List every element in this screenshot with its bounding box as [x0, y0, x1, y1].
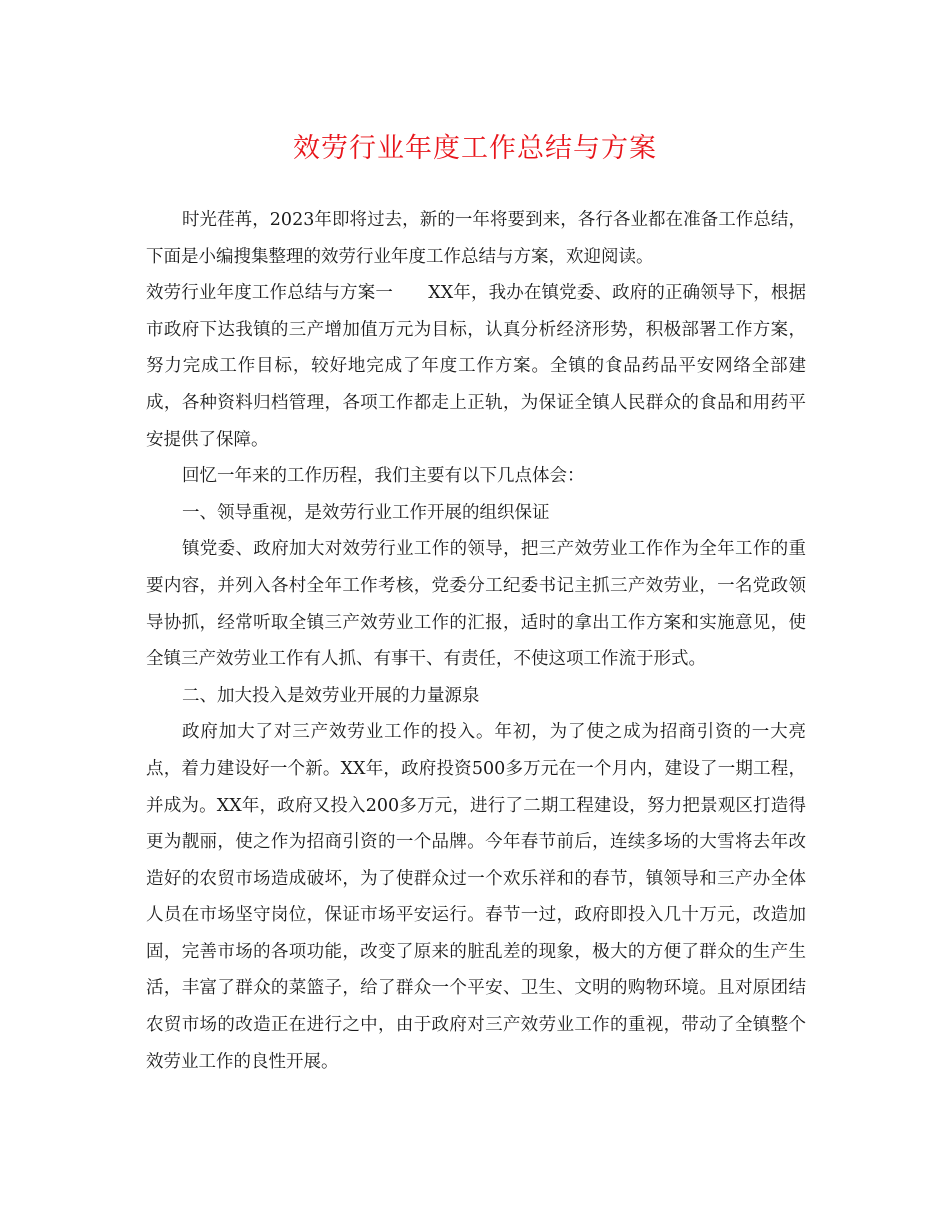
paragraph-intro: 时光荏苒，2023年即将过去，新的一年将要到来，各行各业都在准备工作总结，下面是小编搜集整理的效劳行业年度工作总结与方案，欢迎阅读。 — [146, 210, 806, 267]
section-heading-one: 一、领导重视，是效劳行业工作开展的组织保证 — [182, 502, 550, 523]
document-title: 效劳行业年度工作总结与方案 — [293, 133, 657, 164]
paragraph-plan-one: 效劳行业年度工作总结与方案一 XX年，我办在镇党委、政府的正确领导下，根据市政府下达我镇的三产增加值万元为目标，认真分析经济形势，积极部署工作方案，努力完成工作目标，较好地完成了年度工作方案。全镇的食品药品平安网络全部建成，各种资料归档管理，各项工作都走上正轨，为保证全镇人民群众的食品和用药平安提供了保障。 — [146, 283, 806, 450]
document-body — [146, 202, 806, 1080]
paragraph-leadership: 镇党委、政府加大对效劳行业工作的领导，把三产效劳业工作作为全年工作的重要内容，并列入各村全年工作考核，党委分工纪委书记主抓三产效劳业，一名党政领导协抓，经常听取全镇三产效劳业工作的汇报，适时的拿出工作方案和实施意见，使全镇三产效劳业工作有人抓、有事干、有责任，不使这项工作流于形式。 — [146, 539, 806, 670]
paragraph-investment: 政府加大了对三产效劳业工作的投入。年初，为了使之成为招商引资的一大亮点，着力建设好一个新。XX年，政府投资500多万元在一个月内，建设了一期工程，并成为。XX年，政府又投入200多万元，进行了二期工程建设，努力把景观区打造得更为靓丽，使之作为招商引资的一个品牌。今年春节前后，连续多场的大雪将去年改造好的农贸市场造成破坏，为了使群众过一个欢乐祥和的春节，镇领导和三产办全体人员在市场坚守岗位，保证市场平安运行。春节一过，政府即投入几十万元，改造加固，完善市场的各项功能，改变了原来的脏乱差的现象，极大的方便了群众的生产生活，丰富了群众的菜篮子，给了群众一个平安、卫生、文明的购物环境。且对原团结农贸市场的改造正在进行之中，由于政府对三产效劳业工作的重视，带动了全镇整个效劳业工作的良性开展。 — [146, 722, 806, 1072]
paragraph-review: 回忆一年来的工作历程，我们主要有以下几点体会： — [182, 466, 585, 487]
section-heading-two: 二、加大投入是效劳业开展的力量源泉 — [182, 685, 480, 706]
